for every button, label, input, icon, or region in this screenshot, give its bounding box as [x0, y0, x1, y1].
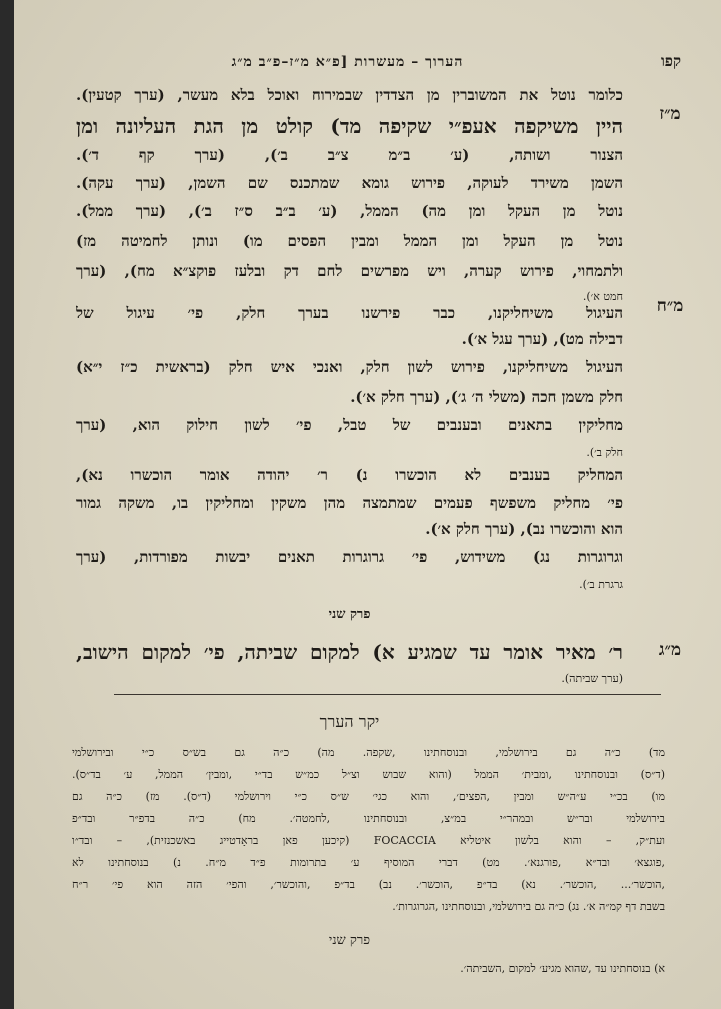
entry-line: נוטל מן העקל ומן מה) הממל, (ע׳ ב״ב ס״ז ב׳), (ערך ממל). [76, 202, 623, 220]
entry-line: גרגרת ב׳). [579, 578, 623, 591]
entry-line: ר׳ מאיר אומר עד שמגיע א) למקום שביתה, פי׳ למקום הישוב, [76, 640, 623, 664]
entry-line: חלק ב׳). [586, 446, 623, 459]
entry-line: הוא והוכשרו נב), (ערך חלק א׳). [425, 520, 623, 538]
footnote-line: ועת״ק, – והוא בלשון איטליא FOCACCIA (קיכען פאן בראָדטייג באשכנזית), – ובד״ו [72, 834, 665, 847]
entry-line: כלומר נוטל את המשוברין מן הצדדין שבמירוח ואוכל בלא מעשר, (ערך קטעין). [76, 86, 623, 104]
footnote-line: א) בנוסחתינו עד ,שהוא מגיע׳ למקום ,השביתה׳. [460, 962, 665, 975]
page-header [74, 52, 681, 76]
entry-line: נוטל מן העקל ומן הממל ומבין הפסים מו) ונותן לחמיטה מז) [76, 232, 623, 250]
entry-line: העיגול משיחליקנו, כבר פירשנו בערך חלק, פי׳ עיגול של [76, 304, 623, 322]
running-title: הערוך – מעשרות [פ״א מ״ז–פ״ב מ״ג [231, 54, 464, 70]
entry-line: פי׳ מחליק משפשף פעמים שמתמצה מהן משקין ומחליקין בו, משקה גמור [76, 494, 623, 512]
footnote-line: מו) בכ״י ע״ה״ש ומבין ,הפצים׳, והוא כגי׳ ש״ס כ״י וירושלמי (ד״ס). מז) כ״ה גם [72, 790, 665, 803]
notes-chapter-heading: פרק שני [328, 933, 371, 948]
entry-line: ולתמחוי, פירוש קערה, ויש מפרשים לחם דק ובלעז פוקצ״א מח), (ערך [76, 262, 623, 280]
footnote-line: (ד״ס) ובנוסחתינו ,ומבית׳ הממל (והוא שבוש וצ״ל כמ״ש בד״י ,ומבין׳ הממל, ע׳ בד״ס). [72, 768, 665, 781]
entry-line: דבילה מט), (ערך עגל א׳). [461, 330, 623, 348]
entry-line: המחליק בענבים לא הוכשרו נ) ר׳ יהודה אומר הוכשרו נא), [76, 466, 623, 484]
entry-line: חמט א׳). [582, 290, 623, 303]
footnote-divider [114, 694, 661, 695]
footnote-line: ,פוגצא׳ ובד״א ,פורגנא׳. מט) דברי המוסיף ע׳ בתרומות פ״ד מ״ח. נ) בנוסחתינו לא [72, 856, 665, 869]
chapter-heading: פרק שני [328, 607, 371, 622]
page-number: קפו [660, 52, 681, 70]
entry-line: וגרוגרות נג) משידוש, פי׳ גרוגרות תאנים יבשות מפורדות, (ערך [76, 548, 623, 566]
entry-line: (ערך שביתה). [561, 672, 623, 685]
entry-line: השמן משירד לעוקה, פירוש גומא שמתכנס שם השמן, (ערך עקה). [76, 174, 623, 192]
footnote-line: בשבת דף קמ״ה א׳. נג) כ״ה גם בירושלמי, ובנוסחתינו ,הגרוגרות׳. [392, 900, 665, 913]
mishnah-marker: מ״ג [658, 640, 682, 660]
notes-title: יקר הערך [319, 712, 380, 731]
footnote-line: בירושלמי ובר״ש ובמהר״י במ״צ, ובנוסחתינו ,לחמטה׳. מח) כ״ה בדפ״ר ובד״פ [72, 812, 665, 825]
footnote-line: ,הוכשר׳... ,הוכשר׳. נא) בד״פ ,הוכשר׳. נב) בד״פ ,והוכשר׳, והפי׳ הזה הוא פי׳ ר״ח [72, 878, 665, 891]
entry-line: העיגול משיחליקנו, פירוש לשון חלק, ואנכי איש חלק (בראשית כ״ז י״א) [76, 358, 623, 376]
mishnah-marker: מ״ח [656, 296, 684, 316]
book-page [14, 0, 721, 1009]
entry-line: הצנור ושותה, (ע׳ ב״מ צ״ב ב׳), (ערך קף ד׳). [76, 146, 623, 164]
entry-line: חלק משמן חכה (משלי ה׳ ג׳), (ערך חלק א׳). [350, 388, 623, 406]
entry-line: היין משיקפה אעפ״י שקיפה מד) קולט מן הגת העליונה ומן [76, 114, 623, 138]
mishnah-marker: מ״ז [659, 104, 681, 124]
entry-line: מחליקין בתאנים ובענבים של טבל, פי׳ לשון חילוק הוא, (ערך [76, 416, 623, 434]
footnote-line: מד) כ״ה גם בירושלמי, ובנוסחתינו ,שקפה. מה) כ״ה גם בש״ס כ״י ובירושלמי [72, 746, 665, 759]
